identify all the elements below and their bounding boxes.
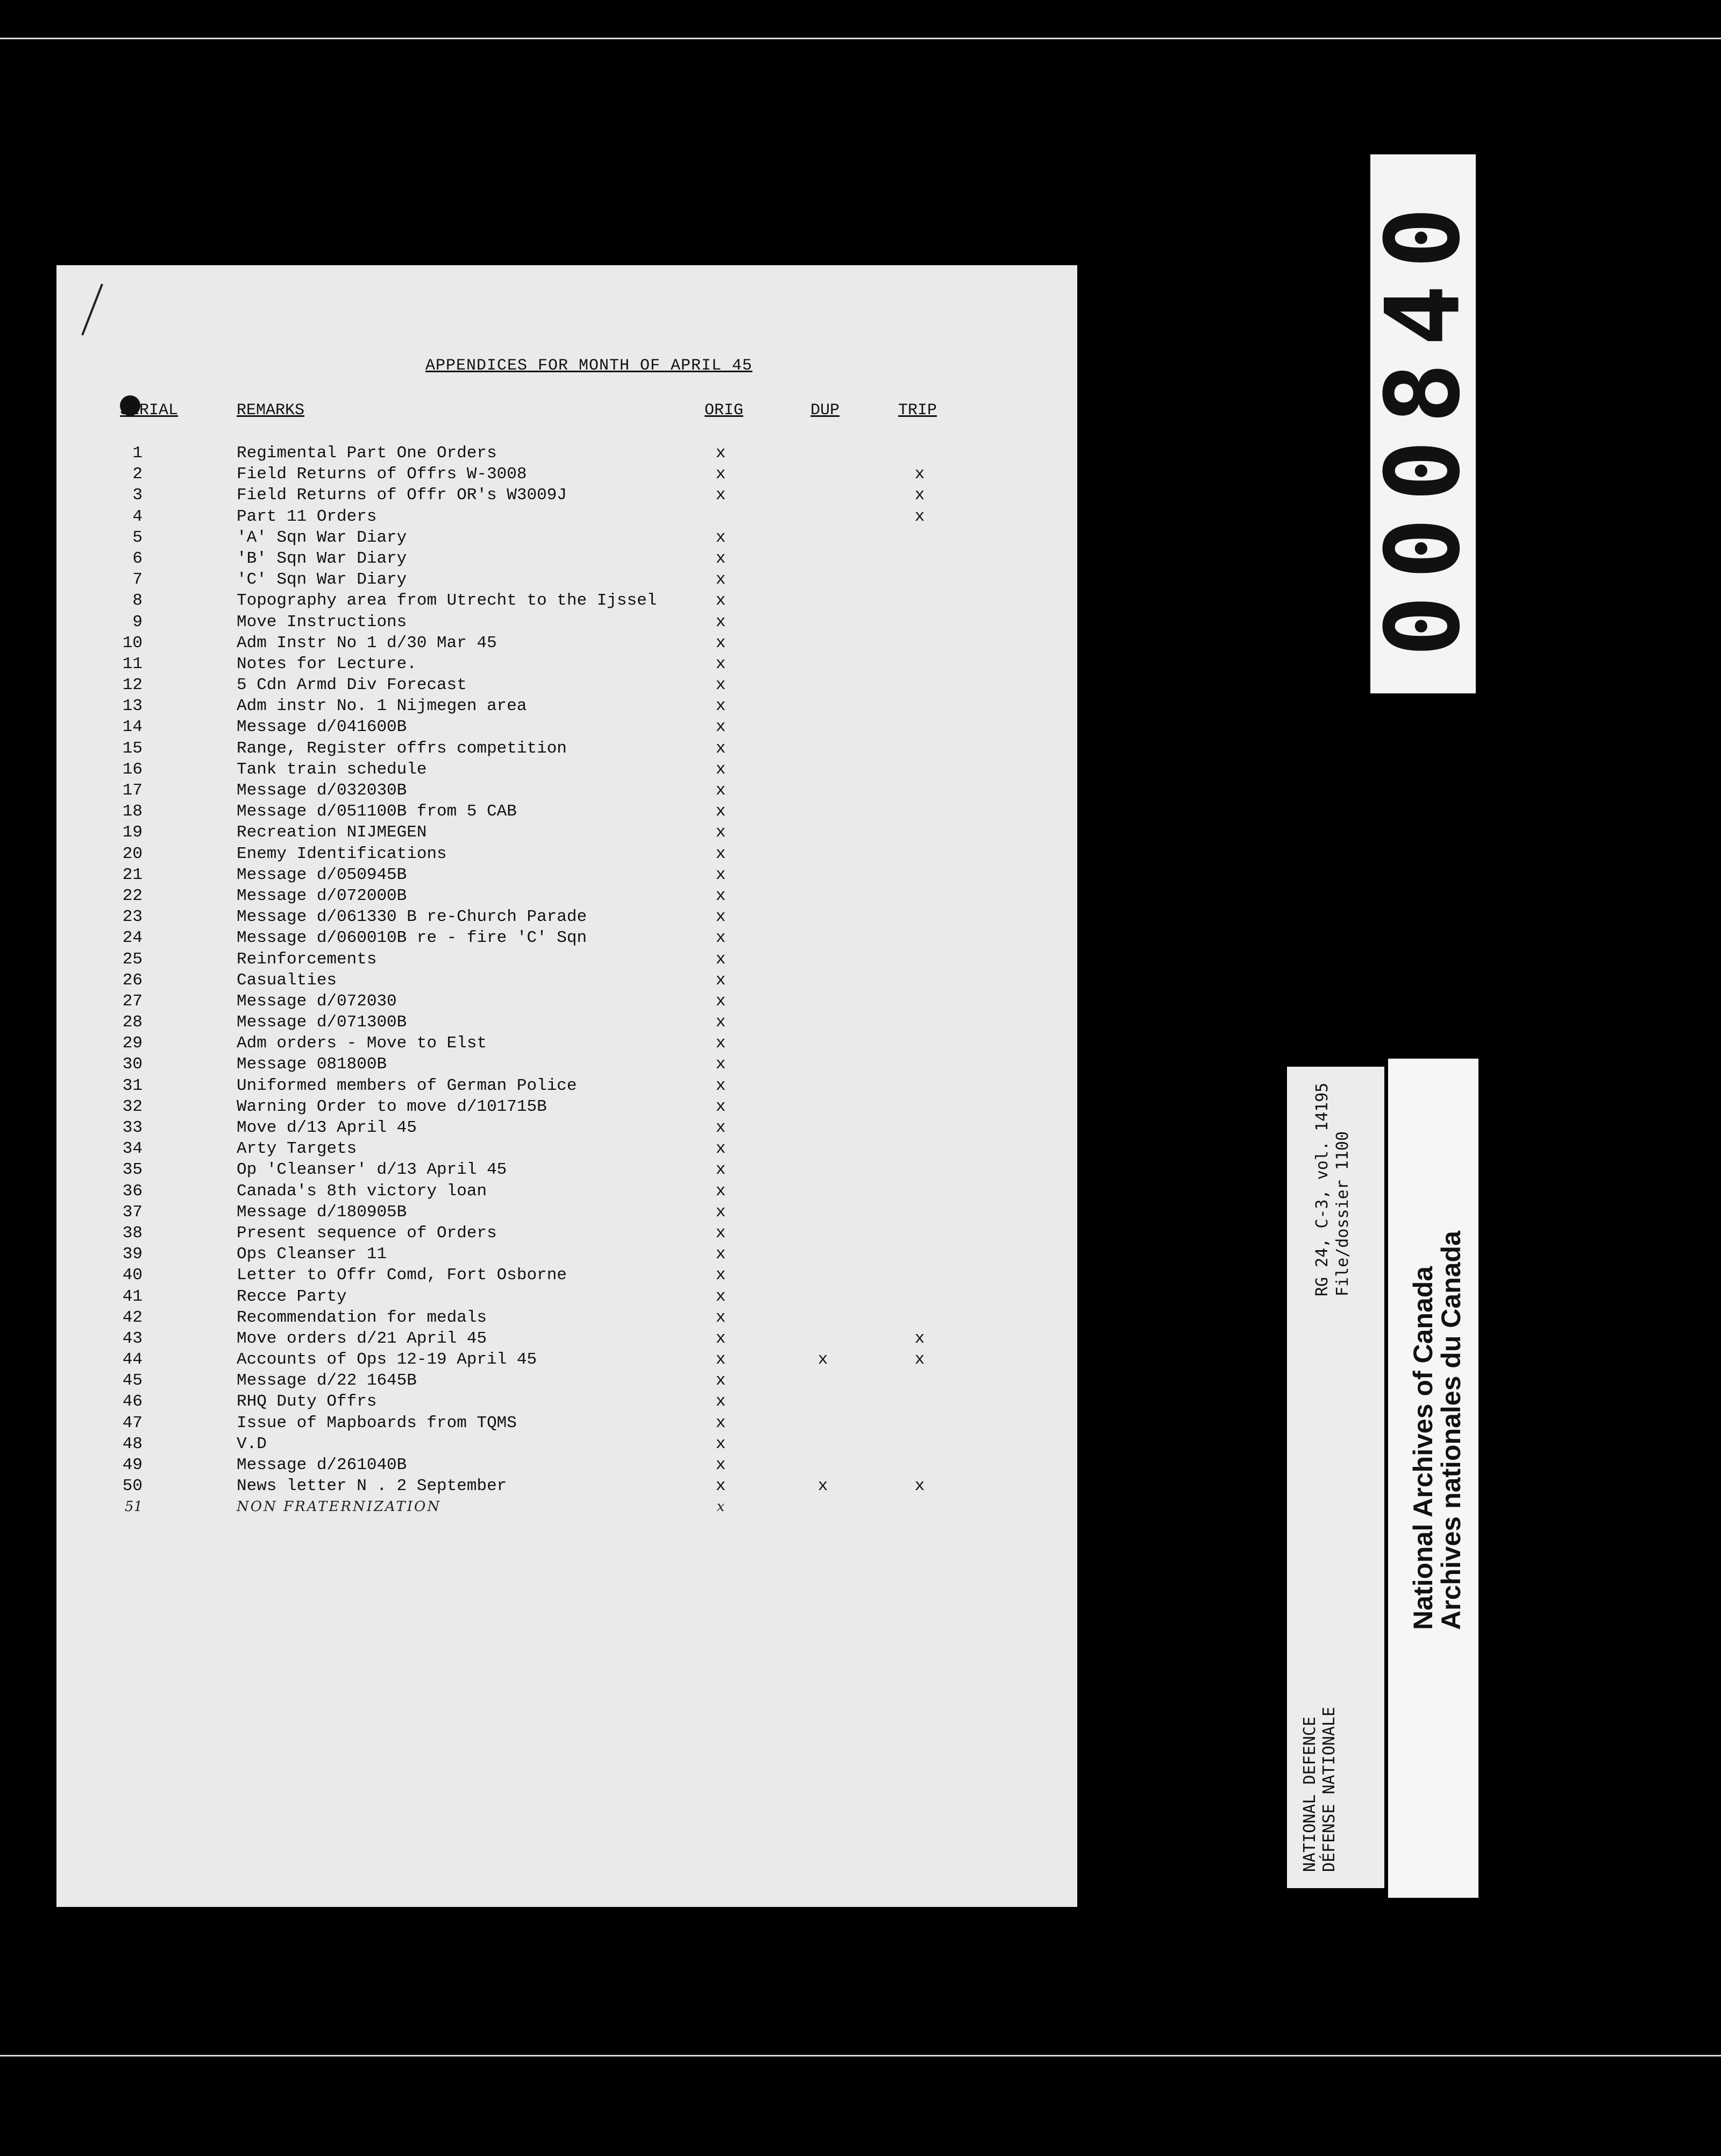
list-item: [56, 1202, 1077, 1223]
remark-text: Adm instr No. 1 Nijmegen area: [237, 697, 527, 716]
department-line-2: DÉFENSE NATIONALE: [1320, 1706, 1339, 1872]
orig-mark: x: [715, 697, 726, 716]
serial-number: 1: [132, 444, 143, 463]
reference-line-2: File/dossier 1100: [1333, 1131, 1352, 1296]
serial-number: 42: [122, 1308, 143, 1327]
remark-text: Adm Instr No 1 d/30 Mar 45: [237, 633, 497, 653]
list-item: [56, 780, 1077, 801]
column-header-remarks: REMARKS: [237, 401, 305, 420]
list-item: [56, 927, 1077, 948]
list-item: [56, 1434, 1077, 1455]
list-item: [56, 569, 1077, 590]
orig-mark: x: [715, 886, 726, 905]
list-item: [56, 970, 1077, 991]
orig-mark: x: [715, 949, 726, 969]
list-item: [56, 991, 1077, 1012]
serial-number: 6: [132, 549, 143, 568]
remark-text: 5 Cdn Armd Div Forecast: [237, 676, 467, 695]
serial-number: 28: [122, 1013, 143, 1032]
column-header-serial: SERIAL: [120, 401, 179, 420]
list-item: [56, 1223, 1077, 1244]
list-item: [56, 1328, 1077, 1349]
remark-text: Message d/072030: [237, 991, 397, 1011]
remark-text: Message d/180905B: [237, 1202, 407, 1222]
list-item: [56, 801, 1077, 822]
serial-number: 21: [122, 865, 143, 884]
serial-number: 5: [132, 528, 143, 547]
list-item: [56, 1497, 1077, 1517]
orig-mark: x: [715, 465, 726, 484]
serial-number: 29: [122, 1034, 143, 1053]
remark-text: Message d/041600B: [237, 718, 407, 737]
orig-mark: x: [715, 1097, 726, 1116]
list-item: [56, 1075, 1077, 1096]
remark-text: Recreation NIJMEGEN: [237, 823, 427, 842]
serial-number: 2: [132, 465, 143, 484]
orig-mark: x: [715, 907, 726, 927]
archives-line-2: Archives nationales du Canada: [1436, 1231, 1466, 1630]
list-item: [56, 696, 1077, 717]
list-item: [56, 675, 1077, 696]
orig-mark: x: [715, 1287, 726, 1306]
list-item: [56, 1244, 1077, 1265]
serial-number: 10: [122, 633, 143, 653]
orig-mark: x: [715, 991, 726, 1011]
trip-mark: x: [914, 486, 925, 505]
remark-text: Message d/032030B: [237, 781, 407, 800]
serial-number: 50: [122, 1477, 143, 1496]
column-header-orig: ORIG: [705, 401, 744, 420]
remark-text: Range, Register offrs competition: [237, 739, 567, 758]
list-item: [56, 506, 1077, 527]
list-item: [56, 906, 1077, 927]
list-item: [56, 527, 1077, 548]
bottom-frame-rule: [0, 2055, 1721, 2056]
list-item: [56, 654, 1077, 675]
orig-mark: x: [715, 928, 726, 948]
trip-mark: x: [914, 507, 925, 526]
remark-text: Issue of Mapboards from TQMS: [237, 1413, 517, 1432]
orig-mark: x: [715, 1413, 726, 1432]
orig-mark: x: [715, 528, 726, 547]
serial-number: 22: [122, 886, 143, 905]
serial-number: 9: [132, 612, 143, 632]
list-item: [56, 1138, 1077, 1159]
list-item: [56, 1455, 1077, 1476]
orig-mark: x: [715, 1434, 726, 1453]
remark-text: Message d/061330 B re-Church Parade: [237, 907, 587, 927]
list-item: [56, 1265, 1077, 1286]
list-item: [56, 1096, 1077, 1117]
orig-mark: x: [715, 1371, 726, 1391]
list-item: [56, 1413, 1077, 1434]
remark-text: Arty Targets: [237, 1139, 357, 1159]
list-item: [56, 590, 1077, 611]
serial-number: 35: [122, 1160, 143, 1180]
serial-number: 3: [132, 486, 143, 505]
serial-number: 4: [132, 507, 143, 526]
orig-mark: x: [715, 865, 726, 884]
remark-text: Message 081800B: [237, 1055, 387, 1074]
remark-text: Recce Party: [237, 1287, 347, 1306]
orig-mark: x: [715, 1329, 726, 1348]
list-item: [56, 1033, 1077, 1054]
orig-mark: x: [715, 1477, 726, 1496]
remark-text: Enemy Identifications: [237, 844, 447, 863]
list-item: [56, 1391, 1077, 1412]
pen-stroke-mark: [78, 281, 110, 341]
orig-mark: x: [715, 1266, 726, 1285]
orig-mark: x: [715, 781, 726, 800]
remark-text: Present sequence of Orders: [237, 1223, 497, 1243]
remark-text: Message d/22 1645B: [237, 1371, 417, 1391]
serial-number: 31: [122, 1076, 143, 1095]
serial-number: 14: [122, 718, 143, 737]
remark-text: Warning Order to move d/101715B: [237, 1097, 547, 1116]
list-item: [56, 738, 1077, 759]
remark-text: Letter to Offr Comd, Fort Osborne: [237, 1266, 567, 1285]
list-item: [56, 759, 1077, 780]
serial-number: 15: [122, 739, 143, 758]
column-header-trip: TRIP: [898, 401, 937, 420]
list-item: [56, 633, 1077, 654]
orig-mark: x: [715, 1160, 726, 1180]
serial-number: 17: [122, 781, 143, 800]
serial-number: 8: [132, 591, 143, 611]
serial-number: 43: [122, 1329, 143, 1348]
list-item: [56, 1307, 1077, 1328]
frame-counter-strip: [1363, 154, 1483, 693]
serial-number: 23: [122, 907, 143, 927]
document-sheet: [56, 265, 1077, 1907]
department-name: [1300, 1707, 1339, 1872]
orig-mark: x: [715, 1034, 726, 1053]
remark-text: News letter N . 2 September: [237, 1477, 507, 1496]
serial-number: 19: [122, 823, 143, 842]
orig-mark: x: [715, 1202, 726, 1222]
list-item: [56, 843, 1077, 864]
serial-number: 7: [132, 570, 143, 590]
orig-mark: x: [715, 1392, 726, 1412]
serial-number: 13: [122, 697, 143, 716]
orig-mark: x: [715, 676, 726, 695]
serial-number: 38: [122, 1223, 143, 1243]
remark-text: Message d/050945B: [237, 865, 407, 884]
list-item: [56, 822, 1077, 843]
orig-mark: x: [715, 1118, 726, 1137]
orig-mark: x: [715, 823, 726, 842]
remark-text: 'B' Sqn War Diary: [237, 549, 407, 568]
document-title: APPENDICES FOR MONTH OF APRIL 45: [425, 357, 753, 375]
trip-mark: x: [914, 1329, 925, 1348]
list-item: [56, 485, 1077, 506]
serial-number: 40: [122, 1266, 143, 1285]
remark-text: Canada's 8th victory loan: [237, 1181, 487, 1201]
remark-text: Message d/072000B: [237, 886, 407, 905]
serial-number: 45: [122, 1371, 143, 1391]
serial-number: 44: [122, 1350, 143, 1370]
serial-number: 30: [122, 1055, 143, 1074]
orig-mark: x: [715, 486, 726, 505]
appendix-list: [56, 443, 1077, 1518]
serial-number: 49: [122, 1456, 143, 1474]
remark-text: Move d/13 April 45: [237, 1118, 417, 1137]
serial-number: 20: [122, 844, 143, 863]
trip-mark: x: [914, 1477, 925, 1496]
dup-mark: x: [817, 1477, 828, 1496]
remark-text: Recommendation for medals: [237, 1308, 487, 1327]
remark-text: Casualties: [237, 970, 337, 990]
orig-mark: x: [715, 1181, 726, 1201]
list-item: [56, 1286, 1077, 1307]
orig-mark: x: [715, 1055, 726, 1074]
list-item: [56, 949, 1077, 970]
remark-text: Message d/261040B: [237, 1456, 407, 1474]
remark-text: Ops Cleanser 11: [237, 1245, 387, 1264]
remark-text: 'C' Sqn War Diary: [237, 570, 407, 590]
orig-mark: x: [715, 633, 726, 653]
orig-mark: x: [715, 549, 726, 568]
list-item: [56, 1054, 1077, 1075]
orig-mark: x: [716, 1499, 725, 1515]
orig-mark: x: [715, 739, 726, 758]
orig-mark: x: [715, 970, 726, 990]
orig-mark: x: [715, 844, 726, 863]
orig-mark: x: [715, 1013, 726, 1032]
serial-number: 24: [122, 928, 143, 948]
trip-mark: x: [914, 1350, 925, 1370]
remark-text: Field Returns of Offrs W-3008: [237, 465, 527, 484]
department-line-1: NATIONAL DEFENCE: [1300, 1717, 1319, 1872]
orig-mark: x: [715, 760, 726, 779]
orig-mark: x: [715, 654, 726, 673]
orig-mark: x: [715, 1139, 726, 1159]
remark-text: Adm orders - Move to Elst: [237, 1034, 487, 1053]
serial-number: 11: [122, 654, 143, 673]
serial-number: 41: [122, 1287, 143, 1306]
orig-mark: x: [715, 1245, 726, 1264]
remark-text: Message d/071300B: [237, 1013, 407, 1032]
serial-number: 47: [122, 1413, 143, 1432]
remark-text: Regimental Part One Orders: [237, 444, 497, 463]
frame-counter: 000840: [1363, 190, 1483, 657]
orig-mark: x: [715, 802, 726, 821]
orig-mark: x: [715, 1456, 726, 1474]
remark-text: Field Returns of Offr OR's W3009J: [237, 486, 567, 505]
remark-text: NON FRATERNIZATION: [237, 1499, 442, 1515]
remark-text: Tank train schedule: [237, 760, 427, 779]
list-item: [56, 1012, 1077, 1033]
remark-text: Move orders d/21 April 45: [237, 1329, 487, 1348]
remark-text: Message d/051100B from 5 CAB: [237, 802, 517, 821]
top-frame-rule: [0, 38, 1721, 39]
serial-number: 46: [122, 1392, 143, 1412]
remark-text: Move Instructions: [237, 612, 407, 632]
serial-number: 36: [122, 1181, 143, 1201]
archives-line-1: National Archives of Canada: [1408, 1266, 1438, 1630]
list-item: [56, 1159, 1077, 1180]
list-item: [56, 885, 1077, 906]
serial-number: 37: [122, 1202, 143, 1222]
dup-mark: x: [817, 1350, 828, 1370]
list-item: [56, 1476, 1077, 1497]
serial-number: 51: [124, 1499, 143, 1515]
archive-reference: [1312, 1083, 1353, 1296]
remark-text: Accounts of Ops 12-19 April 45: [237, 1350, 537, 1370]
list-item: [56, 548, 1077, 569]
serial-number: 26: [122, 970, 143, 990]
remark-text: RHQ Duty Offrs: [237, 1392, 377, 1412]
orig-mark: x: [715, 591, 726, 611]
list-item: [56, 864, 1077, 885]
serial-number: 25: [122, 949, 143, 969]
list-item: [56, 1117, 1077, 1138]
orig-mark: x: [715, 1076, 726, 1095]
orig-mark: x: [715, 1308, 726, 1327]
list-item: [56, 612, 1077, 633]
remark-text: Uniformed members of German Police: [237, 1076, 577, 1095]
list-item: [56, 1370, 1077, 1391]
remark-text: Topography area from Utrecht to the Ijssel: [237, 591, 657, 611]
remark-text: 'A' Sqn War Diary: [237, 528, 407, 547]
serial-number: 16: [122, 760, 143, 779]
orig-mark: x: [715, 444, 726, 463]
serial-number: 34: [122, 1139, 143, 1159]
serial-number: 32: [122, 1097, 143, 1116]
remark-text: Message d/060010B re - fire 'C' Sqn: [237, 928, 587, 948]
orig-mark: x: [715, 1223, 726, 1243]
column-header-dup: DUP: [810, 401, 840, 420]
serial-number: 33: [122, 1118, 143, 1137]
remark-text: Reinforcements: [237, 949, 377, 969]
serial-number: 39: [122, 1245, 143, 1264]
remark-text: Part 11 Orders: [237, 507, 377, 526]
remark-text: V.D: [237, 1434, 267, 1453]
orig-mark: x: [715, 612, 726, 632]
list-item: [56, 464, 1077, 485]
serial-number: 27: [122, 991, 143, 1011]
reference-line-1: RG 24, C-3, vol. 14195: [1313, 1082, 1332, 1296]
orig-mark: x: [715, 718, 726, 737]
orig-mark: x: [715, 1350, 726, 1370]
serial-number: 48: [122, 1434, 143, 1453]
list-item: [56, 1349, 1077, 1370]
remark-text: Op 'Cleanser' d/13 April 45: [237, 1160, 507, 1180]
remark-text: Notes for Lecture.: [237, 654, 417, 673]
serial-number: 12: [122, 676, 143, 695]
serial-number: 18: [122, 802, 143, 821]
orig-mark: x: [715, 570, 726, 590]
list-item: [56, 1181, 1077, 1202]
list-item: [56, 717, 1077, 737]
trip-mark: x: [914, 465, 925, 484]
list-item: [56, 443, 1077, 464]
archives-name: [1409, 1231, 1465, 1630]
